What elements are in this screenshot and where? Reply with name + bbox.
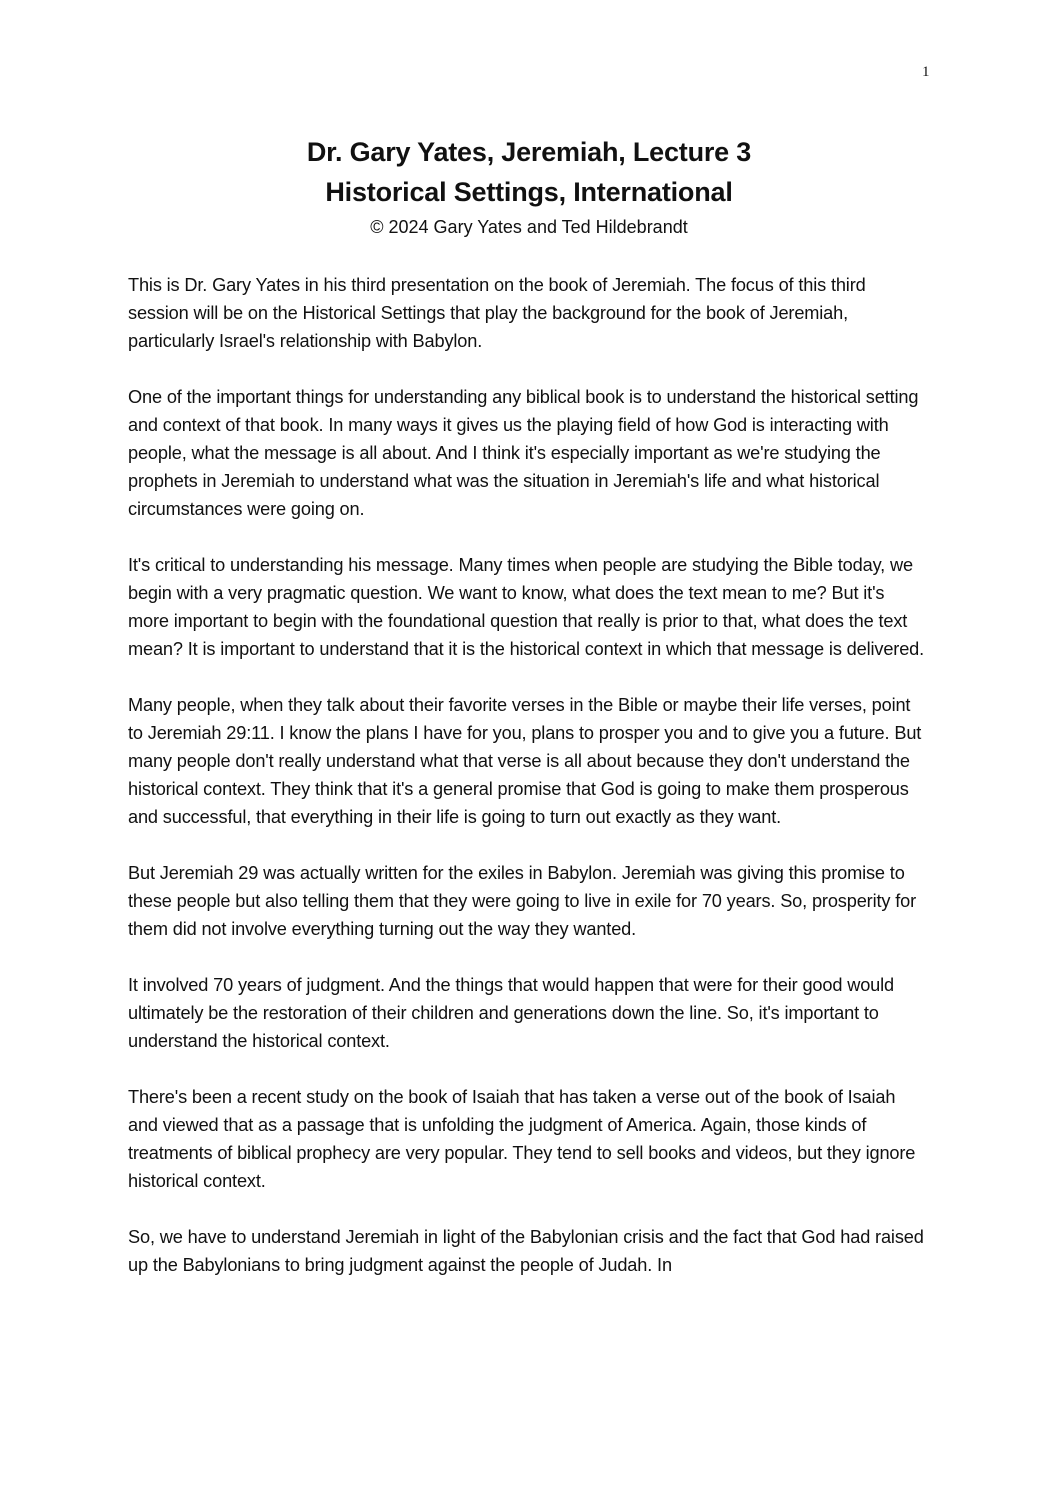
paragraph: It involved 70 years of judgment. And the things that would happen that were for their good would ultimately be the restoration of their children and generations down the line. So, it's important to understand the historical context. bbox=[128, 975, 894, 1051]
document-header bbox=[0, 132, 1058, 240]
paragraph: But Jeremiah 29 was actually written for the exiles in Babylon. Jeremiah was giving this promise to these people but also telling them that they were going to live in exile for 70 years. So, prosperity for them did not involve everything turning out the way they wanted. bbox=[128, 863, 916, 939]
page-number: 1 bbox=[922, 64, 930, 80]
paragraph: Many people, when they talk about their favorite verses in the Bible or maybe their life verses, point to Jeremiah 29:11. I know the plans I have for you, plans to prosper you and to give you a future. But many people don't really understand what that verse is all about because they don't understand the historical context. They think that it's a general promise that God is going to make them prosperous and successful, that everything in their life is going to turn out exactly as they want. bbox=[128, 695, 922, 827]
title-line-1: Dr. Gary Yates, Jeremiah, Lecture 3 bbox=[306, 137, 752, 167]
paragraph: There's been a recent study on the book of Isaiah that has taken a verse out of the book of Isaiah and viewed that as a passage that is unfolding the judgment of America. Again, those kinds of treatments of biblical prophecy are very popular. They tend to sell books and videos, but they ignore historical context. bbox=[128, 1087, 916, 1191]
title-line-2: Historical Settings, International bbox=[325, 177, 733, 207]
paragraph: This is Dr. Gary Yates in his third presentation on the book of Jeremiah. The focus of this third session will be on the Historical Settings that play the background for the book of Jeremiah, particularly Israel's relationship with Babylon. bbox=[128, 275, 866, 351]
paragraph: It's critical to understanding his message. Many times when people are studying the Bible today, we begin with a very pragmatic question. We want to know, what does the text mean to me? But it's more important to begin with the foundational question that really is prior to that, what does the text mean? It is important to understand that it is the historical context in which that message is delivered. bbox=[128, 555, 925, 659]
paragraph: So, we have to understand Jeremiah in light of the Babylonian crisis and the fact that God had raised up the Babylonians to bring judgment against the people of Judah. In bbox=[128, 1227, 924, 1275]
copyright-line: © 2024 Gary Yates and Ted Hildebrandt bbox=[370, 217, 688, 237]
paragraph: One of the important things for understanding any biblical book is to understand the historical setting and context of that book. In many ways it gives us the playing field of how God is interacting with people, what the message is all about. And I think it's especially important as we're studying the prophets in Jeremiah to understand what was the situation in Jeremiah's life and what historical circumstances were going on. bbox=[128, 387, 919, 519]
document-body bbox=[128, 271, 930, 1307]
